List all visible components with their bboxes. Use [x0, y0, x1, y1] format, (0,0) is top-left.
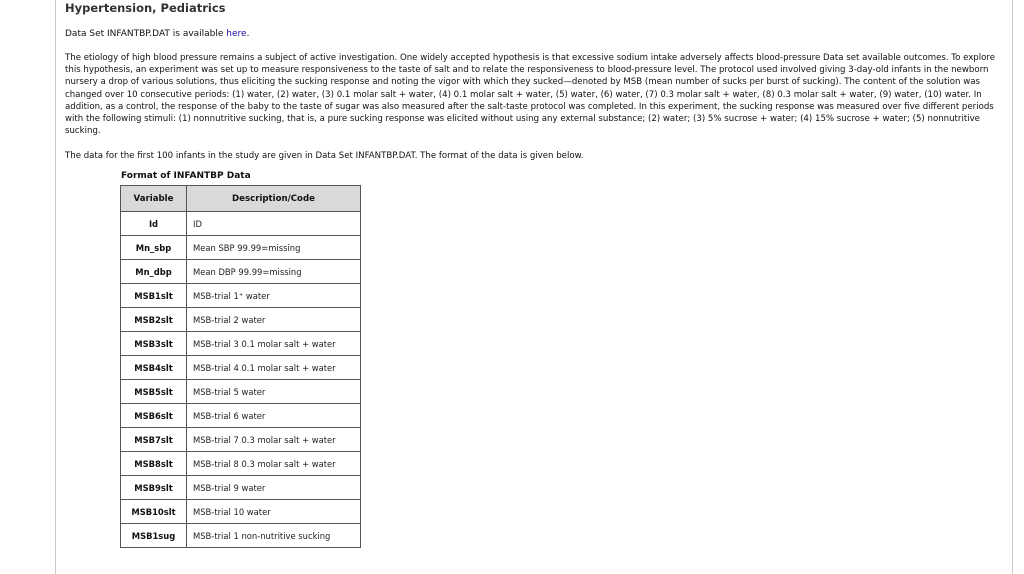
- variable-cell: MSB9slt: [121, 476, 187, 500]
- variable-cell: MSB1sug: [121, 524, 187, 548]
- table-header-row: [121, 186, 361, 212]
- table-row: [121, 308, 361, 332]
- table-caption: Format of INFANTBP Data: [121, 171, 251, 181]
- variable-cell: MSB1slt: [121, 284, 187, 308]
- availability-line: [65, 29, 249, 39]
- description-cell: MSB-trial 9 water: [187, 476, 361, 500]
- description-cell: Mean DBP 99.99=missing: [187, 260, 361, 284]
- description-cell: MSB-trial 8 0.3 molar salt + water: [187, 452, 361, 476]
- table-row: [121, 236, 361, 260]
- table-row: [121, 500, 361, 524]
- description-cell: Mean SBP 99.99=missing: [187, 236, 361, 260]
- description-cell: MSB-trial 2 water: [187, 308, 361, 332]
- description-cell: MSB-trial 6 water: [187, 404, 361, 428]
- table-row: [121, 524, 361, 548]
- description-cell: MSB-trial 4 0.1 molar salt + water: [187, 356, 361, 380]
- table-row: [121, 380, 361, 404]
- description-cell: MSB-trial 5 water: [187, 380, 361, 404]
- variable-cell: MSB4slt: [121, 356, 187, 380]
- variable-cell: Mn_dbp: [121, 260, 187, 284]
- table-row: [121, 428, 361, 452]
- variable-cell: MSB6slt: [121, 404, 187, 428]
- description-cell: MSB-trial 10 water: [187, 500, 361, 524]
- page-title: Hypertension, Pediatrics: [65, 1, 226, 15]
- header-variable: Variable: [121, 186, 187, 212]
- table-row: [121, 356, 361, 380]
- format-table: [120, 185, 361, 548]
- description-cell: ID: [187, 212, 361, 236]
- data-intro-paragraph: The data for the first 100 infants in the study are given in Data Set INFANTBP.DAT. The format of the data is given below.: [65, 151, 584, 161]
- variable-cell: MSB7slt: [121, 428, 187, 452]
- table-row: [121, 260, 361, 284]
- table-row: [121, 452, 361, 476]
- description-paragraph: The etiology of high blood pressure remains a subject of active investigation. One widely accepted hypothesis is that excessive sodium intake adversely affects blood-pressure Data set available outcomes. To explore this hypothesis, an experiment was set up to measure responsiveness to the taste of salt and to relate the responsiveness to blood-pressure level. The protocol used involved giving 3-day-old infants in the newborn nursery a drop of various solutions, thus eliciting the sucking response and noting the vigor with which they sucked—denoted by MSB (mean number of sucks per burst of sucking). The content of the solution was changed over 10 consecutive periods: (1) water, (2) water, (3) 0.1 molar salt + water, (4) 0.1 molar salt + water, (5) water, (6) water, (7) 0.3 molar salt + water, (8) 0.3 molar salt + water, (9) water, (10) water. In addition, as a control, the response of the baby to the taste of sugar was also measured after the salt-taste protocol was completed. In this experiment, the sucking response was measured over five different periods with the following stimuli: (1) nonnutritive sucking, that is, a pure sucking response was elicited without using any external substance; (2) water; (3) 5% sucrose + water; (4) 15% sucrose + water; (5) nonnutritive sucking.: [65, 53, 996, 137]
- page-container: [55, 0, 1013, 574]
- description-cell: MSB-trial 3 0.1 molar salt + water: [187, 332, 361, 356]
- table-row: [121, 332, 361, 356]
- variable-cell: MSB2slt: [121, 308, 187, 332]
- data-download-link[interactable]: here: [226, 29, 247, 39]
- variable-cell: MSB10slt: [121, 500, 187, 524]
- table-row: [121, 212, 361, 236]
- description-cell: MSB-trial 1⁺ water: [187, 284, 361, 308]
- table-row: [121, 476, 361, 500]
- table-row: [121, 404, 361, 428]
- availability-suffix: .: [246, 29, 250, 39]
- variable-cell: MSB5slt: [121, 380, 187, 404]
- variable-cell: MSB3slt: [121, 332, 187, 356]
- header-description: Description/Code: [187, 186, 361, 212]
- description-cell: MSB-trial 1 non-nutritive sucking: [187, 524, 361, 548]
- variable-cell: Mn_sbp: [121, 236, 187, 260]
- availability-prefix: Data Set INFANTBP.DAT is available: [65, 29, 227, 39]
- description-cell: MSB-trial 7 0.3 molar salt + water: [187, 428, 361, 452]
- variable-cell: Id: [121, 212, 187, 236]
- table-row: [121, 284, 361, 308]
- variable-cell: MSB8slt: [121, 452, 187, 476]
